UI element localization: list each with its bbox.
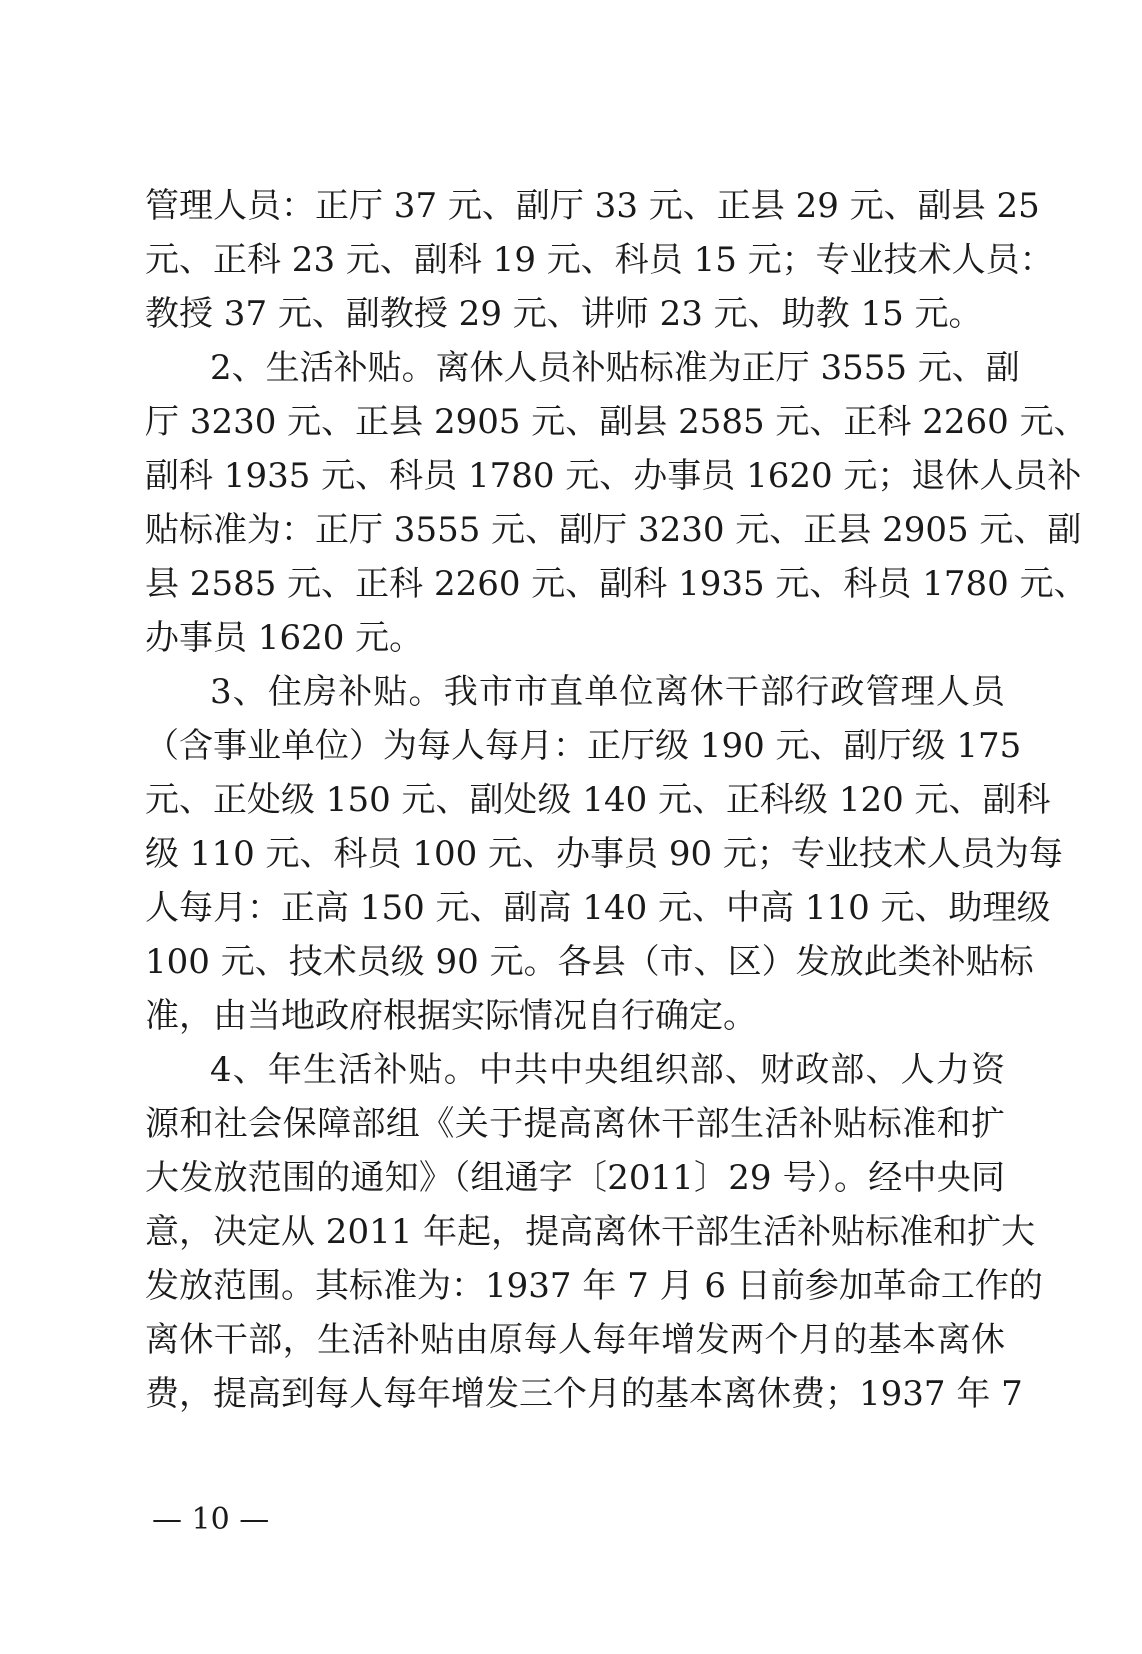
paragraph-3-start: 3、住房补贴。我市市直单位离休干部行政管理人员 — [210, 672, 1005, 712]
text-line: 准，由当地政府根据实际情况自行确定。 — [145, 996, 757, 1036]
text-line: 元、正处级 150 元、副处级 140 元、正科级 120 元、副科 — [145, 780, 1051, 820]
text-line: 级 110 元、科员 100 元、办事员 90 元；专业技术人员为每 — [145, 834, 1063, 874]
text-line: 离休干部，生活补贴由原每人每年增发两个月的基本离休 — [145, 1320, 1005, 1360]
text-line: 管理人员：正厅 37 元、副厅 33 元、正县 29 元、副县 25 — [145, 186, 1040, 226]
text-line: 人每月：正高 150 元、副高 140 元、中高 110 元、助理级 — [145, 888, 1051, 928]
text-line: 贴标准为：正厅 3555 元、副厅 3230 元、正县 2905 元、副 — [145, 510, 1082, 550]
text-line: （含事业单位）为每人每月：正厅级 190 元、副厅级 175 — [145, 726, 1022, 766]
text-line: 县 2585 元、正科 2260 元、副科 1935 元、科员 1780 元、 — [145, 564, 1088, 604]
text-line: 100 元、技术员级 90 元。各县（市、区）发放此类补贴标 — [145, 942, 1034, 982]
text-line: 办事员 1620 元。 — [145, 618, 424, 658]
text-line: 意，决定从 2011 年起，提高离休干部生活补贴标准和扩大 — [145, 1212, 1036, 1252]
text-line: 厅 3230 元、正县 2905 元、副县 2585 元、正科 2260 元、 — [145, 402, 1088, 442]
text-line: 教授 37 元、副教授 29 元、讲师 23 元、助教 15 元。 — [145, 294, 983, 334]
paragraph-4-start: 4、年生活补贴。中共中央组织部、财政部、人力资 — [210, 1050, 1005, 1090]
text-line: 元、正科 23 元、副科 19 元、科员 15 元；专业技术人员： — [145, 240, 1054, 280]
text-line: 费，提高到每人每年增发三个月的基本离休费；1937 年 7 — [145, 1374, 1023, 1414]
text-line: 源和社会保障部组《关于提高离休干部生活补贴标准和扩 — [145, 1104, 1005, 1144]
page-number: — 10 — — [152, 1502, 270, 1537]
text-line: 副科 1935 元、科员 1780 元、办事员 1620 元；退休人员补 — [145, 456, 1082, 496]
text-line: 大发放范围的通知》（组通字〔2011〕29 号）。经中央同 — [145, 1158, 1005, 1198]
paragraph-2-start: 2、生活补贴。离休人员补贴标准为正厅 3555 元、副 — [210, 348, 1020, 388]
text-line: 发放范围。其标准为：1937 年 7 月 6 日前参加革命工作的 — [145, 1266, 1043, 1306]
